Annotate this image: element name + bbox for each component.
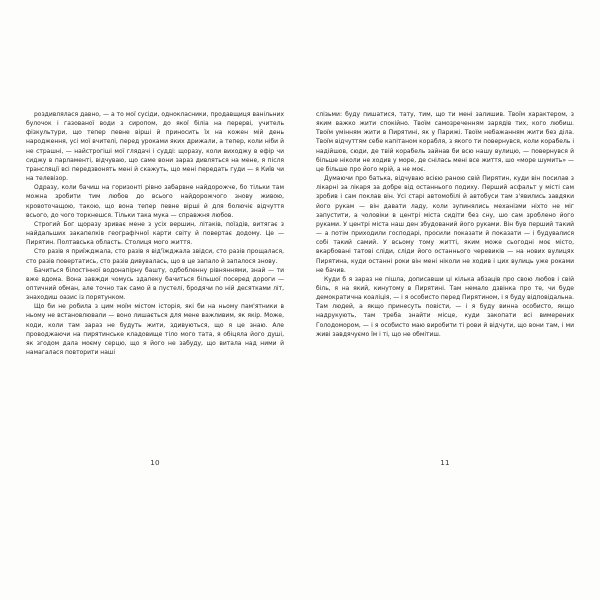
paragraph: слізьми: буду пишатися, тату, тим, що ти мені залишив. Твоїм характером, з яким важко жити спокійно. Твоїм самозреченням зарядів тих, кого любиш. Твоїм умінням жити в Пирятині, як у Парижі. Твоїм небажанням жити без діла. Твоїм відчуттям себе капітаном корабля, з якого ти повернувся, коли корабель і надійшов, сюди, де твій корабель зайнав би всю нашу вулицю, — повернувся й більше ніколи не ходив у море, де снілась мені все життя, шо «море шумить» — це більше про його мрій, а не моє.	[316, 111, 574, 173]
paragraph: Куди б я зараз не пішла, дописавши ці кілька абзаців про свою любов і свій біль, я на який, кинутому в Пирятині. Там немало дзвінка про те, чи буде демократична коаліція, — і я особисто перед Пирятином, і я буду відповідальна. Там людей, а якщо принесуть повісти, — і я буду винна особисто, якщо надрукують, там треба знайти місце, куди закопати всі вимерених Голодомором, — і я особисто маю виробити ті рови й відчути, що вони там, і ми живі завдячуємо їм і ті, що не обмітиш.	[316, 275, 574, 338]
paragraph: Думаючи про батька, відчуваю всією раною свій Пирятин, куди він посилав з лікарні за лікаря за добре від останнього подиху. Перший асфальт у місті сам зробив і сам поклав він. Усі старі автомобілі й автобуси там з'явились завдяки його рукам — він давати ладу, коли зупинялись механізми ніхто не міг запустити, а чоловіки в центрі міста сидіти без сну, шо сам зроблено його руками. У центрі міста наш ден збудований його руками. Він був перший такий — а потім приходили господарі, просили показати й показати — і будувалися собі такий самий. У всьому тому житті, яким може сьогодні моє місто, вкарбовані татові сліди, сліди його останнього черевиків — на нових вулицях Пирятина, куди останні роки він мені ніколи не ходив і цих вулиць уже роками не бачив.	[316, 175, 574, 274]
page-number-right: 11	[440, 458, 450, 467]
left-page-text	[26, 110, 284, 357]
left-page	[26, 110, 284, 480]
paragraph: Бачиться білостінної водонапірну башту, одбобленну рівняннями, знай — ти вже вдома. Вона завжди чомусь здалеку бачиться більшої посеред дороги — оптичний обман, але точно так само й в пустелі, бродячи по ній десятками літ, знаходиш оазис із порятунком.	[26, 266, 284, 302]
right-page-text	[316, 110, 574, 339]
right-page	[316, 110, 574, 480]
paragraph: Одразу, коли бачиш на горизонті рівно забарвне найдорожче, бо тільки там можна зробити тим любов до всього найдорожчого знову живою, кровоточащою, такою, що вона тепер певне вірші й для болючіє відчуття всього, до чого торкнешся. Тільки така мука — справжня любов.	[26, 184, 284, 219]
paragraph: роздивлялася давно, — а то мої сусіди, однокласники, продавщиця ванільних булочок і газованої води з сиропом, до якої біліа на перерві, учитель фізкультури, що тепер певне вірші й приносить їх на кожен мій день народження, усі мої вчителі, перед уроками яких дрижали, а тепер, коли ніби й не страшні, — найстрогіші мої глядачі і судді: щоразу, коли виходжу в ефір чи сиджу в парламенті, відчуваю, що саме вони зараз дивляться на мене, я після трансляції всі передзвонять мені й скажуть, що мені передать гуди — я Київ чи на телевізор.	[26, 111, 284, 183]
book-gutter	[300, 0, 301, 600]
page-number-left: 10	[150, 458, 160, 467]
paragraph: Строгий Бог щоразу зриває мене з усіх вершин, літаків, поїздів, витягає з найдальших закапелків географічної карти світу й повертає додому. Це — Пирятин. Полтавська область. Столиця мого життя.	[26, 220, 284, 247]
paragraph: Сто разів я приїжджала, сто разів я від'їжджала звідси, сто разів прощалася, сто разів повертатись, сто разів дивувалась, що в це запало й запалося знову.	[26, 248, 284, 265]
paragraph: Що би не робила з цим моїм містом історія, які би на ньому пам'ятники в ньому не встановлювали — воно лишається для мене важливим, як якір. Може, коди, коли там зараз не будуть жити, здивуються, що я це знаю. Але проводжаючи на пирятинське кладовище тіло мого тата, я обіцяла його душі, як згодом дала моєму серцю, що я його не забуду, що витала над ними й намагалася повторити наші	[26, 303, 284, 357]
